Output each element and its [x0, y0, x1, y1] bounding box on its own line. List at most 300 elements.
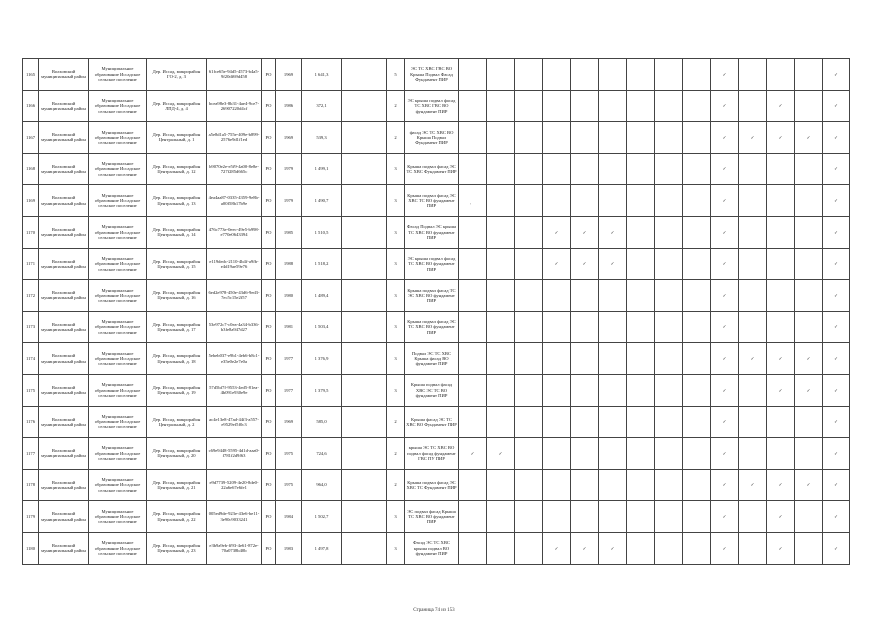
- house-address: Дер. Иссад, микрорайон Центральный, д. 22: [147, 501, 207, 533]
- house-address: Дер. Иссад, микрорайон Центральный, д. 1: [147, 122, 207, 154]
- table-row: [23, 469, 850, 501]
- house-address: Дер. Иссад, микрорайон Центральный, д. 21: [147, 469, 207, 501]
- row-number: 1176: [23, 406, 39, 438]
- work-cell: [739, 532, 767, 564]
- ownership-type: РО: [262, 280, 276, 312]
- blank-cell: [342, 90, 387, 122]
- build-year: 1981: [276, 311, 302, 343]
- house-area: 1 497,8: [302, 532, 342, 564]
- house-area: 1 510,5: [302, 216, 342, 248]
- check-mark-icon: ✓: [795, 343, 823, 375]
- work-cell: [487, 122, 515, 154]
- check-mark-icon: ✓: [711, 343, 739, 375]
- work-cell: [599, 90, 627, 122]
- house-guid: e9d7739-5209-4e20-8de0-22a6e67e6fe1: [207, 469, 262, 501]
- work-cell: [627, 469, 655, 501]
- work-cell: [599, 343, 627, 375]
- work-cell: [571, 438, 599, 470]
- work-cell: [655, 438, 683, 470]
- check-mark-icon: ✓: [543, 532, 571, 564]
- work-cell: [795, 311, 823, 343]
- row-number: 1167: [23, 122, 39, 154]
- check-mark-icon: ✓: [795, 122, 823, 154]
- check-mark-icon: ✓: [823, 216, 850, 248]
- work-cell: [487, 216, 515, 248]
- table-row: [23, 280, 850, 312]
- work-cell: [655, 122, 683, 154]
- work-cell: [459, 59, 487, 91]
- check-mark-icon: ✓: [711, 248, 739, 280]
- check-mark-icon: ✓: [599, 216, 627, 248]
- check-mark-icon: ✓: [767, 532, 795, 564]
- work-cell: [627, 406, 655, 438]
- work-cell: [627, 59, 655, 91]
- build-year: 1986: [276, 90, 302, 122]
- build-year: 1969: [276, 59, 302, 91]
- build-year: 1979: [276, 185, 302, 217]
- district-name: Волховский муниципальный район: [39, 185, 89, 217]
- work-cell: [459, 374, 487, 406]
- work-cell: [767, 185, 795, 217]
- work-cell: [487, 59, 515, 91]
- work-cell: [739, 438, 767, 470]
- work-cell: [627, 90, 655, 122]
- blank-cell: [342, 532, 387, 564]
- settlement-name: Муниципальное образование Иссадское сельское поселение: [89, 122, 147, 154]
- work-cell: [795, 185, 823, 217]
- house-guid: 6ed2e978-450e-43d6-9ed3-7ec5c15e2f57: [207, 280, 262, 312]
- works-list: Крыша подвал фасад ЭС ТС ХВС Фундамент ПИР: [405, 153, 459, 185]
- check-mark-icon: ✓: [823, 343, 850, 375]
- work-cell: [543, 374, 571, 406]
- blank-cell: [342, 248, 387, 280]
- house-area: 1 379,5: [302, 374, 342, 406]
- check-mark-icon: ✓: [767, 90, 795, 122]
- settlement-name: Муниципальное образование Иссадское сельское поселение: [89, 438, 147, 470]
- work-cell: [515, 532, 543, 564]
- work-cell: [543, 153, 571, 185]
- work-cell: [599, 185, 627, 217]
- work-cell: [515, 153, 543, 185]
- check-mark-icon: ✓: [711, 311, 739, 343]
- row-number: 1180: [23, 532, 39, 564]
- check-mark-icon: ✓: [767, 469, 795, 501]
- work-cell: [487, 248, 515, 280]
- table-row: [23, 406, 850, 438]
- district-name: Волховский муниципальный район: [39, 374, 89, 406]
- row-number: 1175: [23, 374, 39, 406]
- check-mark-icon: ✓: [459, 438, 487, 470]
- work-cell: [515, 438, 543, 470]
- settlement-name: Муниципальное образование Иссадское сельское поселение: [89, 153, 147, 185]
- work-cell: [683, 311, 711, 343]
- work-cell: [655, 216, 683, 248]
- check-mark-icon: ✓: [739, 343, 767, 375]
- table-row: [23, 185, 850, 217]
- work-cell: [627, 374, 655, 406]
- work-cell: [599, 438, 627, 470]
- blank-cell: [342, 311, 387, 343]
- work-cell: [599, 501, 627, 533]
- work-cell: [487, 406, 515, 438]
- house-guid: 53e972c7-c0ea-4a34-b336-b3fe8a947d27: [207, 311, 262, 343]
- work-cell: [739, 280, 767, 312]
- check-mark-icon: ✓: [571, 532, 599, 564]
- house-address: Дер. Иссад, микрорайон Центральный, д. 20: [147, 438, 207, 470]
- work-cell: [683, 469, 711, 501]
- house-address: Дер. Иссад, микрорайон Центральный, д. 2: [147, 406, 207, 438]
- floors-count: 3: [387, 280, 405, 312]
- work-cell: [543, 343, 571, 375]
- work-cell: [739, 216, 767, 248]
- build-year: 1979: [276, 153, 302, 185]
- work-cell: [571, 311, 599, 343]
- work-cell: [515, 216, 543, 248]
- work-cell: [627, 311, 655, 343]
- work-cell: [627, 122, 655, 154]
- work-cell: [515, 406, 543, 438]
- work-cell: [543, 438, 571, 470]
- district-name: Волховский муниципальный район: [39, 501, 89, 533]
- check-mark-icon: ✓: [543, 248, 571, 280]
- house-area: 372,1: [302, 90, 342, 122]
- table-row: [23, 343, 850, 375]
- row-number: 1165: [23, 59, 39, 91]
- works-list: Крыша подвал фасад ТС ЭС ХВС ВО фундамент ПИР: [405, 280, 459, 312]
- work-cell: [627, 248, 655, 280]
- district-name: Волховский муниципальный район: [39, 311, 89, 343]
- ownership-type: РО: [262, 374, 276, 406]
- work-cell: [795, 501, 823, 533]
- work-cell: [599, 280, 627, 312]
- check-mark-icon: ✓: [487, 438, 515, 470]
- district-name: Волховский муниципальный район: [39, 469, 89, 501]
- settlement-name: Муниципальное образование Иссадское сельское поселение: [89, 374, 147, 406]
- work-cell: [627, 280, 655, 312]
- check-mark-icon: ✓: [571, 248, 599, 280]
- works-list: Крыша подвал фасад ХВС ЭС ТС ВО фундамент ПИР: [405, 374, 459, 406]
- work-cell: [459, 185, 487, 217]
- house-area: 585,0: [302, 406, 342, 438]
- house-area: 539,3: [302, 122, 342, 154]
- check-mark-icon: ✓: [711, 374, 739, 406]
- check-mark-icon: ✓: [543, 216, 571, 248]
- work-cell: [459, 122, 487, 154]
- row-number: 1166: [23, 90, 39, 122]
- check-mark-icon: ✓: [823, 185, 850, 217]
- check-mark-icon: ✓: [823, 153, 850, 185]
- house-area: 1 489,4: [302, 280, 342, 312]
- works-list: Крыша фасад ЭС ТС ХВС ВО Фундамент ПИР: [405, 406, 459, 438]
- work-cell: [795, 216, 823, 248]
- work-cell: [487, 185, 515, 217]
- house-area: 1 490,7: [302, 185, 342, 217]
- work-cell: [683, 280, 711, 312]
- check-mark-icon: ✓: [739, 469, 767, 501]
- settlement-name: Муниципальное образование Иссадское сельское поселение: [89, 501, 147, 533]
- work-cell: [767, 216, 795, 248]
- house-guid: 005ed9de-923e-43e6-be11-3e90c9033241: [207, 501, 262, 533]
- work-cell: [739, 374, 767, 406]
- work-cell: [767, 59, 795, 91]
- work-cell: [487, 280, 515, 312]
- ownership-type: РО: [262, 90, 276, 122]
- row-number: 1170: [23, 216, 39, 248]
- work-cell: [655, 374, 683, 406]
- house-address: Дер. Иссад, микрорайон Центральный, д. 14: [147, 216, 207, 248]
- work-cell: [543, 280, 571, 312]
- house-guid: c69e9448-5595-4d1d-aaa0-f781f2d9f63: [207, 438, 262, 470]
- floors-count: 3: [387, 248, 405, 280]
- work-cell: [627, 153, 655, 185]
- work-cell: [655, 248, 683, 280]
- floors-count: 3: [387, 374, 405, 406]
- work-cell: [571, 280, 599, 312]
- check-mark-icon: ✓: [767, 343, 795, 375]
- work-cell: [459, 248, 487, 280]
- work-cell: [571, 90, 599, 122]
- floors-count: 2: [387, 469, 405, 501]
- table-row: [23, 90, 850, 122]
- table-row: [23, 153, 850, 185]
- house-area: 724,6: [302, 438, 342, 470]
- build-year: 1988: [276, 248, 302, 280]
- house-guid: 61fce65e-94d5-4573-b4a5-9f20df69d458: [207, 59, 262, 91]
- house-area: 1 641,3: [302, 59, 342, 91]
- house-address: Дер. Иссад, микрорайон Центральный, д. 19: [147, 374, 207, 406]
- district-name: Волховский муниципальный район: [39, 438, 89, 470]
- ownership-type: РО: [262, 59, 276, 91]
- check-mark-icon: ✓: [823, 501, 850, 533]
- work-cell: [655, 343, 683, 375]
- check-mark-icon: ✓: [823, 311, 850, 343]
- work-cell: [515, 311, 543, 343]
- work-cell: [683, 532, 711, 564]
- district-name: Волховский муниципальный район: [39, 153, 89, 185]
- check-mark-icon: ✓: [767, 374, 795, 406]
- row-number: 1168: [23, 153, 39, 185]
- table-row: [23, 248, 850, 280]
- work-cell: [487, 343, 515, 375]
- build-year: 1975: [276, 438, 302, 470]
- build-year: 1985: [276, 216, 302, 248]
- work-cell: [599, 122, 627, 154]
- row-number: 1171: [23, 248, 39, 280]
- house-guid: b9070e2e-e5f9-4a00-8e8e-727f285d665c: [207, 153, 262, 185]
- work-cell: [739, 185, 767, 217]
- work-cell: [543, 59, 571, 91]
- house-area: 1 518,2: [302, 248, 342, 280]
- work-cell: [795, 280, 823, 312]
- check-mark-icon: ✓: [599, 248, 627, 280]
- table-row: [23, 438, 850, 470]
- house-area: 1 502,7: [302, 501, 342, 533]
- blank-cell: [342, 216, 387, 248]
- work-cell: [515, 469, 543, 501]
- work-cell: [739, 406, 767, 438]
- blank-cell: [342, 406, 387, 438]
- row-number: 1172: [23, 280, 39, 312]
- district-name: Волховский муниципальный район: [39, 122, 89, 154]
- work-cell: [739, 153, 767, 185]
- work-cell: [571, 501, 599, 533]
- blank-cell: [342, 438, 387, 470]
- works-list: ЭС крыша подвал фасад ТС ХВС ВО фундамент ПИР: [405, 248, 459, 280]
- settlement-name: Муниципальное образование Иссадское сельское поселение: [89, 311, 147, 343]
- check-mark-icon: ✓: [823, 469, 850, 501]
- settlement-name: Муниципальное образование Иссадское сельское поселение: [89, 248, 147, 280]
- house-area: 1 376,9: [302, 343, 342, 375]
- work-cell: [683, 374, 711, 406]
- work-cell: [795, 90, 823, 122]
- work-cell: [459, 216, 487, 248]
- work-cell: [683, 90, 711, 122]
- house-address: Дер. Иссад, микрорайон Центральный, д. 16: [147, 280, 207, 312]
- work-cell: [571, 343, 599, 375]
- work-cell: [543, 501, 571, 533]
- work-cell: [739, 90, 767, 122]
- work-cell: [459, 280, 487, 312]
- blank-cell: [342, 59, 387, 91]
- blank-cell: [342, 469, 387, 501]
- house-address: Дер. Иссад, микрорайон ЛПД-4, д. 4: [147, 90, 207, 122]
- row-number: 1179: [23, 501, 39, 533]
- check-mark-icon: ✓: [711, 406, 739, 438]
- work-cell: [459, 469, 487, 501]
- row-number: 1177: [23, 438, 39, 470]
- build-year: 1969: [276, 122, 302, 154]
- work-cell: [683, 343, 711, 375]
- works-list: ЭС подвал фасад Крыша ТС ХВС ВО фундамент ПИР: [405, 501, 459, 533]
- district-name: Волховский муниципальный район: [39, 280, 89, 312]
- blank-cell: [342, 374, 387, 406]
- register-rows: [23, 59, 850, 565]
- house-guid: ac4e13e8-47ad-44f3-a557-e9529ef5f0c3: [207, 406, 262, 438]
- ownership-type: РО: [262, 406, 276, 438]
- work-cell: [683, 153, 711, 185]
- work-cell: [515, 90, 543, 122]
- work-cell: [683, 216, 711, 248]
- work-cell: [599, 406, 627, 438]
- settlement-name: Муниципальное образование Иссадское сельское поселение: [89, 185, 147, 217]
- check-mark-icon: ✓: [711, 501, 739, 533]
- work-cell: [683, 122, 711, 154]
- work-cell: [739, 501, 767, 533]
- work-cell: [599, 153, 627, 185]
- work-cell: [683, 248, 711, 280]
- build-year: 1980: [276, 280, 302, 312]
- settlement-name: Муниципальное образование Иссадское сельское поселение: [89, 406, 147, 438]
- floors-count: 3: [387, 153, 405, 185]
- works-list: Крыша подвал фасад ЭС ХВС ТС Фундамент ПИР: [405, 469, 459, 501]
- row-number: 1178: [23, 469, 39, 501]
- settlement-name: Муниципальное образование Иссадское сельское поселение: [89, 216, 147, 248]
- house-address: Дер. Иссад, микрорайон Центральный, д. 23: [147, 532, 207, 564]
- work-cell: [655, 90, 683, 122]
- work-cell: [487, 469, 515, 501]
- work-cell: [627, 343, 655, 375]
- check-mark-icon: ✓: [767, 501, 795, 533]
- work-cell: [655, 469, 683, 501]
- work-cell: [459, 153, 487, 185]
- work-cell: [543, 185, 571, 217]
- work-cell: [487, 532, 515, 564]
- work-cell: [571, 153, 599, 185]
- housing-register-table: [22, 58, 850, 565]
- house-area: 1 499,1: [302, 153, 342, 185]
- work-cell: [459, 311, 487, 343]
- check-mark-icon: ✓: [823, 248, 850, 280]
- work-cell: [739, 59, 767, 91]
- floors-count: 2: [387, 406, 405, 438]
- check-mark-icon: ✓: [823, 59, 850, 91]
- floors-count: 3: [387, 185, 405, 217]
- work-cell: [655, 185, 683, 217]
- work-cell: [599, 59, 627, 91]
- row-number: 1173: [23, 311, 39, 343]
- check-mark-icon: ✓: [711, 216, 739, 248]
- ownership-type: РО: [262, 216, 276, 248]
- table-row: [23, 216, 850, 248]
- house-area: 1 503,4: [302, 311, 342, 343]
- district-name: Волховский муниципальный район: [39, 406, 89, 438]
- work-cell: [515, 501, 543, 533]
- table-row: [23, 532, 850, 564]
- check-mark-icon: ✓: [711, 532, 739, 564]
- check-mark-icon: ✓: [711, 90, 739, 122]
- blank-cell: [342, 153, 387, 185]
- work-cell: [515, 185, 543, 217]
- blank-cell: [342, 343, 387, 375]
- house-address: Дер. Иссад, микрорайон Центральный, д. 18: [147, 343, 207, 375]
- work-cell: [599, 374, 627, 406]
- check-mark-icon: ✓: [711, 59, 739, 91]
- ownership-type: РО: [262, 185, 276, 217]
- table-row: [23, 501, 850, 533]
- settlement-name: Муниципальное образование Иссадское сельское поселение: [89, 90, 147, 122]
- work-cell: [683, 185, 711, 217]
- house-guid: 57d5bf7f-9553-4ed5-81ea-4b091e930e9e: [207, 374, 262, 406]
- works-list: Крыша подвал фасад ЭС ХВС ТС ВО фундамент ПИР: [405, 185, 459, 217]
- work-cell: [487, 374, 515, 406]
- work-cell: [571, 59, 599, 91]
- work-cell: [515, 343, 543, 375]
- district-name: Волховский муниципальный район: [39, 216, 89, 248]
- works-list: ЭС ТС ХВС ГВС ВО Крыша Подвал Фасад Фундамент ПИР: [405, 59, 459, 91]
- row-number: 1174: [23, 343, 39, 375]
- ownership-type: РО: [262, 532, 276, 564]
- page-footer: [0, 608, 868, 613]
- work-cell: [515, 122, 543, 154]
- check-mark-icon: ✓: [823, 90, 850, 122]
- floors-count: 3: [387, 216, 405, 248]
- work-cell: [515, 59, 543, 91]
- work-cell: [459, 501, 487, 533]
- work-cell: [487, 90, 515, 122]
- scan-speck: •: [470, 202, 472, 206]
- check-mark-icon: ✓: [823, 280, 850, 312]
- ownership-type: РО: [262, 311, 276, 343]
- build-year: 1969: [276, 406, 302, 438]
- check-mark-icon: ✓: [599, 532, 627, 564]
- work-cell: [627, 216, 655, 248]
- house-address: Дер. Иссад, микрорайон Центральный, д. 17: [147, 311, 207, 343]
- work-cell: [543, 90, 571, 122]
- check-mark-icon: ✓: [823, 532, 850, 564]
- check-mark-icon: ✓: [767, 122, 795, 154]
- blank-cell: [342, 501, 387, 533]
- work-cell: [795, 59, 823, 91]
